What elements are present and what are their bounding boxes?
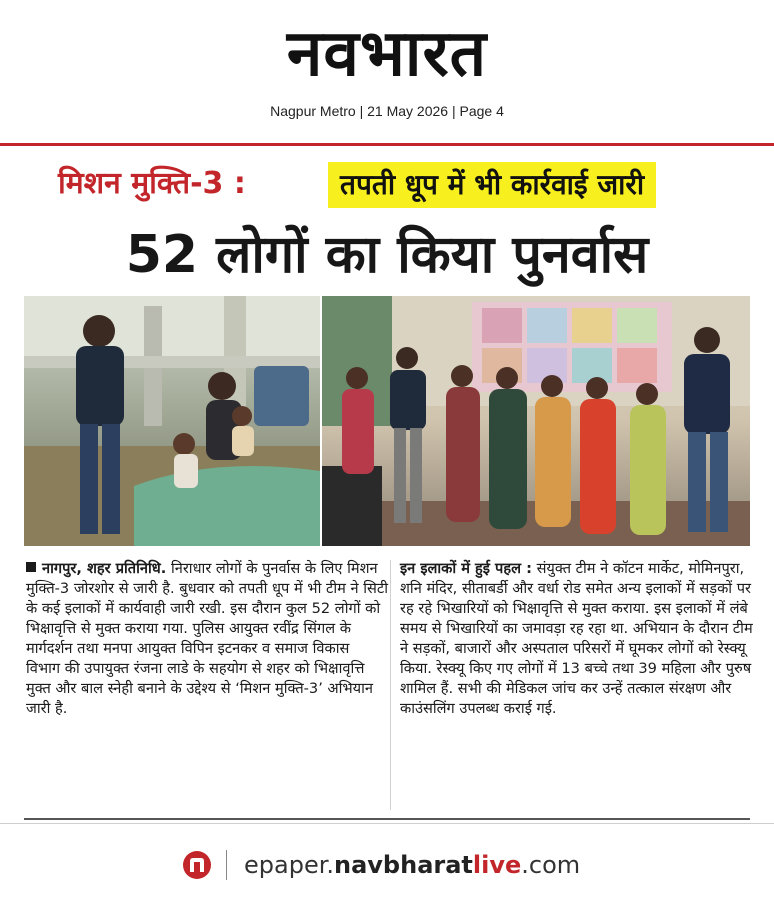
epaper-url[interactable] xyxy=(244,850,580,880)
footer-divider-thin xyxy=(0,823,774,824)
article-column-left xyxy=(26,559,388,719)
footer xyxy=(0,846,774,886)
url-live: live xyxy=(472,851,522,879)
url-tld: .com xyxy=(521,851,581,879)
photo-rescue-roadside xyxy=(24,296,320,546)
column-divider xyxy=(390,560,391,810)
dateline: नागपुर, शहर प्रतिनिधि. xyxy=(42,560,167,577)
edition-line: Nagpur Metro | 21 May 2026 | Page 4 xyxy=(270,103,504,119)
masthead xyxy=(0,0,774,146)
url-prefix: epaper. xyxy=(244,851,334,879)
navbharat-n-logo-icon xyxy=(182,850,212,880)
right-column-body: संयुक्त टीम ने कॉटन मार्केट, मोमिनपुरा, शनि मंदिर, सीताबर्डी और वर्धा रोड समेत अन्य इलाकों में सड़कों पर रह रहे भिखारियों को भिक्षावृत्ति से मुक्त कराया. इस इलाकों में लंबे समय से भिखारियों का जमावड़ा रह रहा था. अभियान के दौरान टीम ने सड़कों, बाजारों और अस्पताल परिसरों में घूमकर लोगों को रेस्क्यू किया. रेस्क्यू किए गए लोगों में 13 बच्चे तथा 39 महिला और पुरुष शामिल हैं. सभी की मेडिकल जांच कर उन्हें तत्काल संरक्षण और काउंसलिंग उपलब्ध कराई गई. xyxy=(400,560,753,717)
photo-right-illustration xyxy=(322,296,750,546)
right-column-subhead: इन इलाकों में हुई पहल : xyxy=(400,560,532,577)
kicker-highlight: तपती धूप में भी कार्रवाई जारी xyxy=(328,162,656,208)
headline: 52 लोगों का किया पुनर्वास xyxy=(125,225,649,285)
photo-group-rescued xyxy=(322,296,750,546)
footer-divider xyxy=(24,818,750,820)
kicker xyxy=(0,158,774,214)
article-column-right xyxy=(400,559,762,719)
bullet-square-icon xyxy=(26,562,36,572)
photo-left-illustration xyxy=(24,296,320,546)
kicker-label: मिशन मुक्ति-3 : xyxy=(58,166,246,201)
left-column-body: निराधार लोगों के पुनर्वास के लिए मिशन मुक्ति-3 जोरशोर से जारी है. बुधवार को तपती धूप में भी टीम ने सिटी के कई इलाकों में कार्यवाही जारी रखी. इस दौरान कुल 52 लोगों को भिक्षावृत्ति से मुक्त कराया गया. पुलिस आयुक्त रवींद्र सिंगल के मार्गदर्शन तथा मनपा आयुक्त विपिन इटनकर व समाज विकास विभाग की उपायुक्त रंजना लाडे के सहयोग से शहर को भिक्षावृत्ति मुक्त और बाल स्नेही बनाने के उद्देश्य से ‘मिशन मुक्ति-3’ अभियान जारी है. xyxy=(26,560,389,717)
masthead-divider xyxy=(0,143,774,146)
url-brand: navbharat xyxy=(334,851,473,879)
newspaper-logo: नवभारत xyxy=(286,17,488,91)
footer-separator xyxy=(226,850,227,880)
